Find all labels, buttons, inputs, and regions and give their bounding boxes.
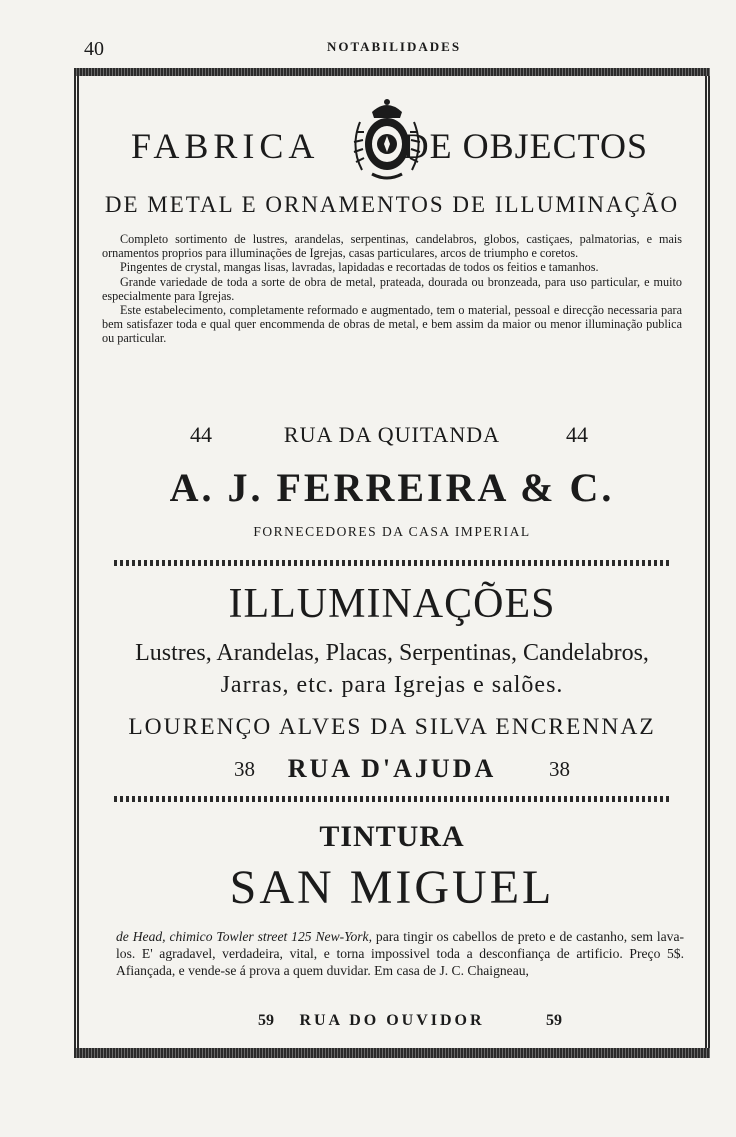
illuminacoes-products-line: Lustres, Arandelas, Placas, Serpentinas, Candelabros, bbox=[135, 640, 649, 666]
running-title: NOTABILIDADES bbox=[326, 39, 462, 54]
tintura-description bbox=[116, 928, 684, 979]
tintura-maker: de Head, chimico Towler street 125 New-York, bbox=[116, 929, 372, 944]
fabrica-street-number-left: 44 bbox=[190, 422, 212, 447]
fabrica-paragraph: Pingentes de crystal, mangas lisas, lavradas, lapidadas e recortadas de todos os feitios e tamanhos. bbox=[120, 260, 599, 275]
fabrica-purveyor-line: FORNECEDORES DA CASA IMPERIAL bbox=[253, 524, 531, 539]
fabrica-subtitle: DE METAL E ORNAMENTOS DE ILLUMINAÇÃO bbox=[104, 192, 680, 217]
fabrica-paragraph: Grande variedade de toda a sorte de obra de metal, prateada, dourada ou bronzeada, para uso particular, e muito especialmente para Igrejas. bbox=[102, 274, 682, 303]
tintura-street-name: RUA DO OUVIDOR bbox=[299, 1012, 485, 1029]
fabrica-address bbox=[96, 418, 688, 448]
fabrica-title-row bbox=[96, 88, 688, 184]
page-number: 40 bbox=[84, 38, 104, 60]
tintura-address bbox=[96, 1012, 688, 1036]
tintura-title: SAN MIGUEL bbox=[229, 861, 555, 914]
tintura-kicker: TINTURA bbox=[319, 820, 465, 853]
illuminacoes-merchant-name: LOURENÇO ALVES DA SILVA ENCRENNAZ bbox=[128, 714, 656, 740]
illuminacoes-street-number-left: 38 bbox=[234, 757, 255, 781]
section-divider bbox=[114, 796, 670, 802]
illuminacoes-products-line-2: Jarras, etc. para Igrejas e salões. bbox=[220, 672, 564, 698]
fabrica-paragraph: Este estabelecimento, completamente reformado e augmentado, tem o material, pessoal e direcção necessaria para bem satisfazer toda e qual quer encommenda de obras de metal, e bem assim da maior ou menor illuminação publica ou particular. bbox=[102, 303, 682, 346]
fabrica-firm-name: A. J. FERREIRA & C. bbox=[169, 465, 615, 510]
tintura-description-text: para tingir os cabellos de preto e de castanho, sem lava-los. E' agradavel, verdadeira, vital, e torna impossivel toda a desconfiança de artificio. Preço 5$. Afiançada, e vende-se á prova a quem duvidar. Em casa de J. C. Chaigneau, bbox=[116, 929, 685, 978]
illuminacoes-address bbox=[96, 754, 688, 784]
tintura-street-number-right: 59 bbox=[546, 1012, 562, 1029]
tintura-street-number-left: 59 bbox=[258, 1012, 274, 1029]
fabrica-street-name: RUA DA QUITANDA bbox=[283, 422, 501, 447]
illuminacoes-street-name: RUA D'AJUDA bbox=[287, 754, 497, 783]
frame-top-rule bbox=[74, 68, 710, 76]
section-divider bbox=[114, 560, 670, 566]
fabrica-paragraph: Completo sortimento de lustres, arandelas, serpentinas, candelabros, globos, castiçaes, palmatorias, e mais ornamentos proprios para illuminações de Igrejas, casas particulares, arcos de triumpho e coretos. bbox=[102, 232, 682, 261]
page-header bbox=[84, 38, 704, 62]
fabrica-street-number-right: 44 bbox=[566, 422, 588, 447]
frame-bottom-rule bbox=[74, 1048, 710, 1058]
fabrica-title-right: DE OBJECTOS bbox=[402, 126, 648, 166]
advertisements-panel bbox=[96, 80, 688, 1046]
illuminacoes-street-number-right: 38 bbox=[549, 757, 570, 781]
fabrica-title-left: FABRICA bbox=[131, 126, 320, 166]
fabrica-description bbox=[102, 232, 682, 346]
illuminacoes-title: ILLUMINAÇÕES bbox=[228, 581, 556, 627]
